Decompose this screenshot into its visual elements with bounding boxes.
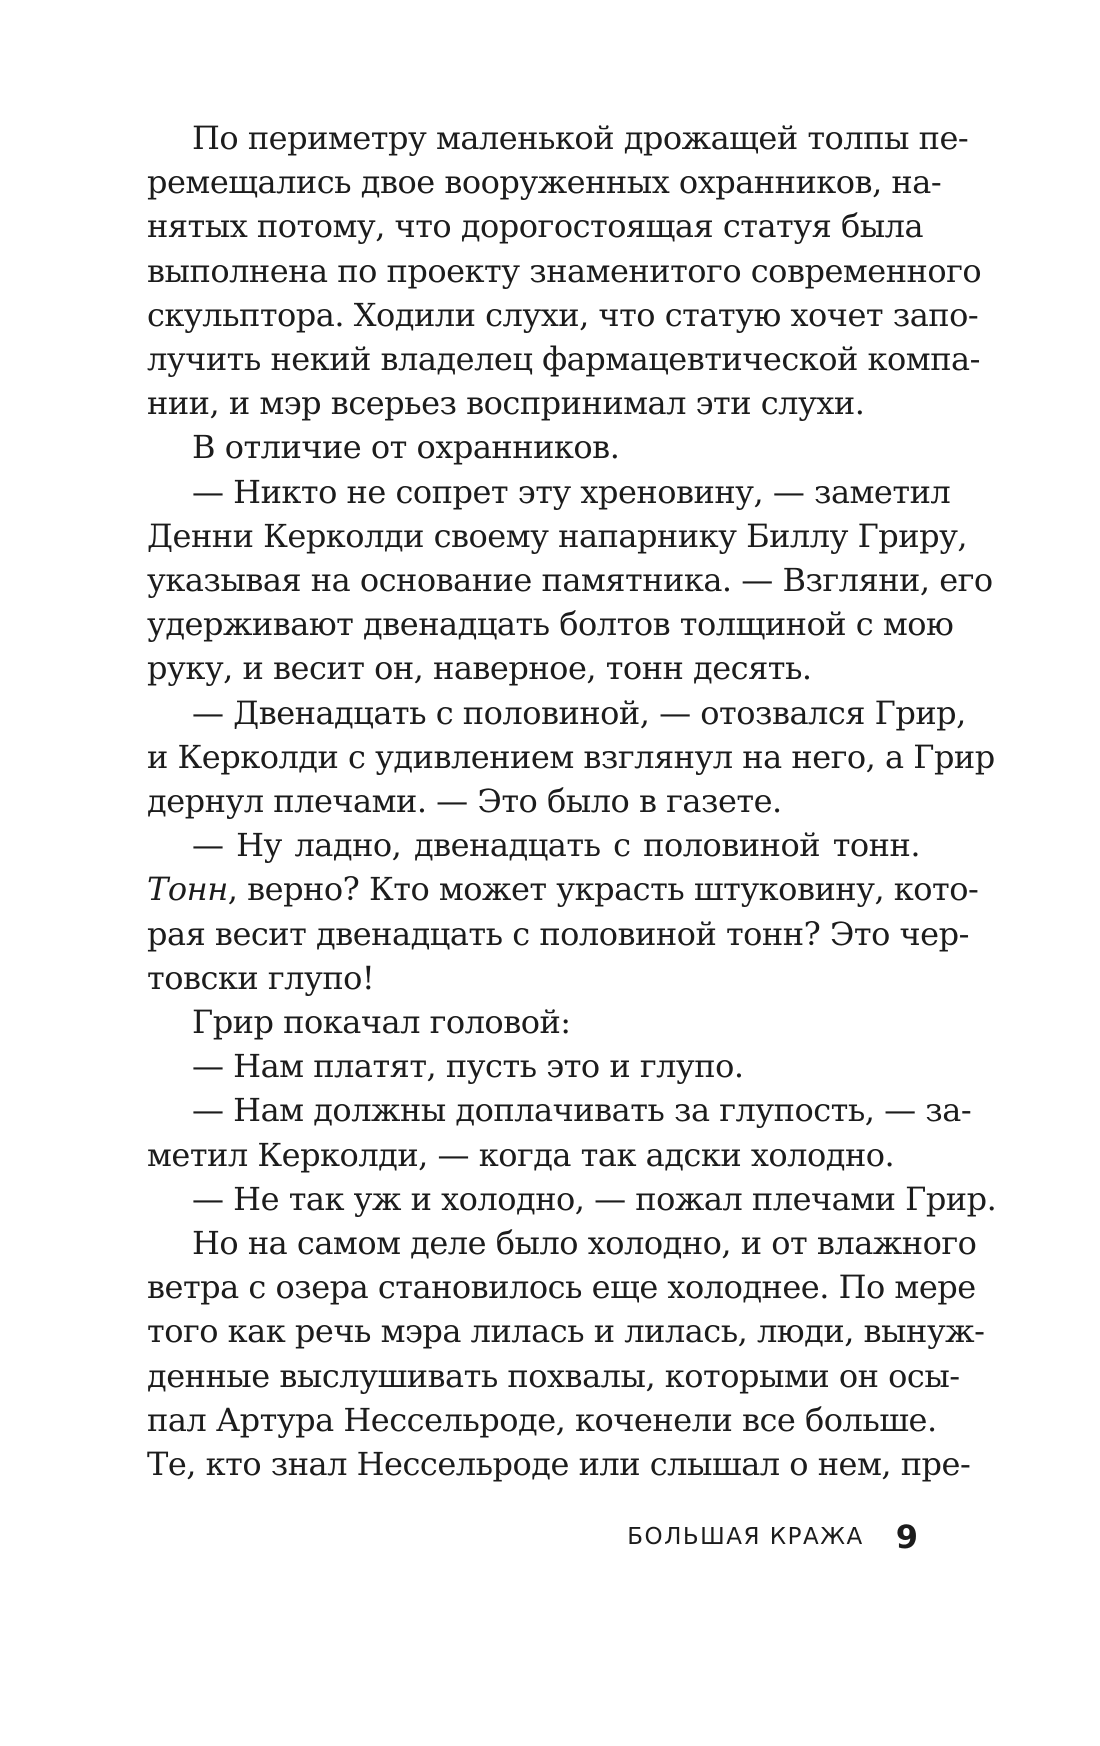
body-text	[147, 116, 997, 1486]
text-line: нятых потому, что дорогостоящая статуя была	[147, 207, 924, 246]
emphasis-text: Тонн	[147, 870, 228, 909]
text-line: того как речь мэра лилась и лилась, люди, вынуж-	[147, 1312, 985, 1351]
text-line: руку, и весит он, наверное, тонн десять.	[147, 649, 812, 688]
page-number: 9	[895, 1518, 918, 1556]
text-line: — Нам должны доплачивать за глупость, — за-	[192, 1091, 972, 1130]
text-line	[147, 867, 979, 911]
text-line: ремещались двое вооруженных охранников, на-	[147, 163, 942, 202]
text-line: выполнена по проекту знаменитого современного	[147, 251, 982, 290]
text-line: По периметру маленькой дрожащей толпы пе-	[192, 119, 969, 157]
text-line: Денни Керколди своему напарнику Биллу Гриру,	[147, 516, 968, 555]
text-line: удерживают двенадцать болтов толщиной с мою	[147, 605, 954, 644]
text-line: В отличие от охранников.	[192, 428, 620, 467]
text-line: указывая на основание памятника. — Взгляни, его	[147, 561, 993, 600]
text-line: скульптора. Ходили слухи, что статую хочет запо-	[147, 295, 979, 334]
page-footer	[600, 1517, 918, 1557]
text-line: ветра с озера становилось еще холоднее. По мере	[147, 1268, 976, 1307]
text-line: пал Артура Нессельроде, коченели все больше.	[147, 1400, 937, 1439]
text-line: рая весит двенадцать с половиной тонн? Это чер-	[147, 914, 969, 953]
text-line: метил Керколди, — когда так адски холодно.	[147, 1135, 895, 1174]
running-title: БОЛЬШАЯ КРАЖА	[627, 1524, 864, 1550]
text-line: дернул плечами. — Это было в газете.	[147, 782, 782, 821]
text-line: — Двенадцать с половиной, — отозвался Грир,	[192, 693, 966, 732]
text-line: Но на самом деле было холодно, и от влажного	[192, 1224, 977, 1263]
text-line-rest: , верно? Кто может украсть штуковину, кото-	[227, 870, 979, 909]
text-line: товски глупо!	[147, 958, 375, 997]
text-line: Грир покачал головой:	[192, 1003, 571, 1042]
text-line: нии, и мэр всерьез воспринимал эти слухи.	[147, 384, 865, 423]
text-line: Те, кто знал Нессельроде или слышал о нем, пре-	[147, 1445, 971, 1484]
text-line: — Нам платят, пусть это и глупо.	[192, 1047, 744, 1086]
text-line: — Не так уж и холодно, — пожал плечами Грир.	[192, 1179, 997, 1218]
text-line: денные выслушивать похвалы, которыми он осы-	[147, 1356, 960, 1395]
text-line: — Никто не сопрет эту хреновину, — заметил	[192, 472, 951, 511]
text-line: и Керколди с удивлением взглянул на него, а Грир	[147, 737, 995, 776]
text-line: лучить некий владелец фармацевтической компа-	[147, 340, 980, 379]
text-line: — Ну ладно, двенадцать с половиной тонн.	[192, 826, 920, 865]
